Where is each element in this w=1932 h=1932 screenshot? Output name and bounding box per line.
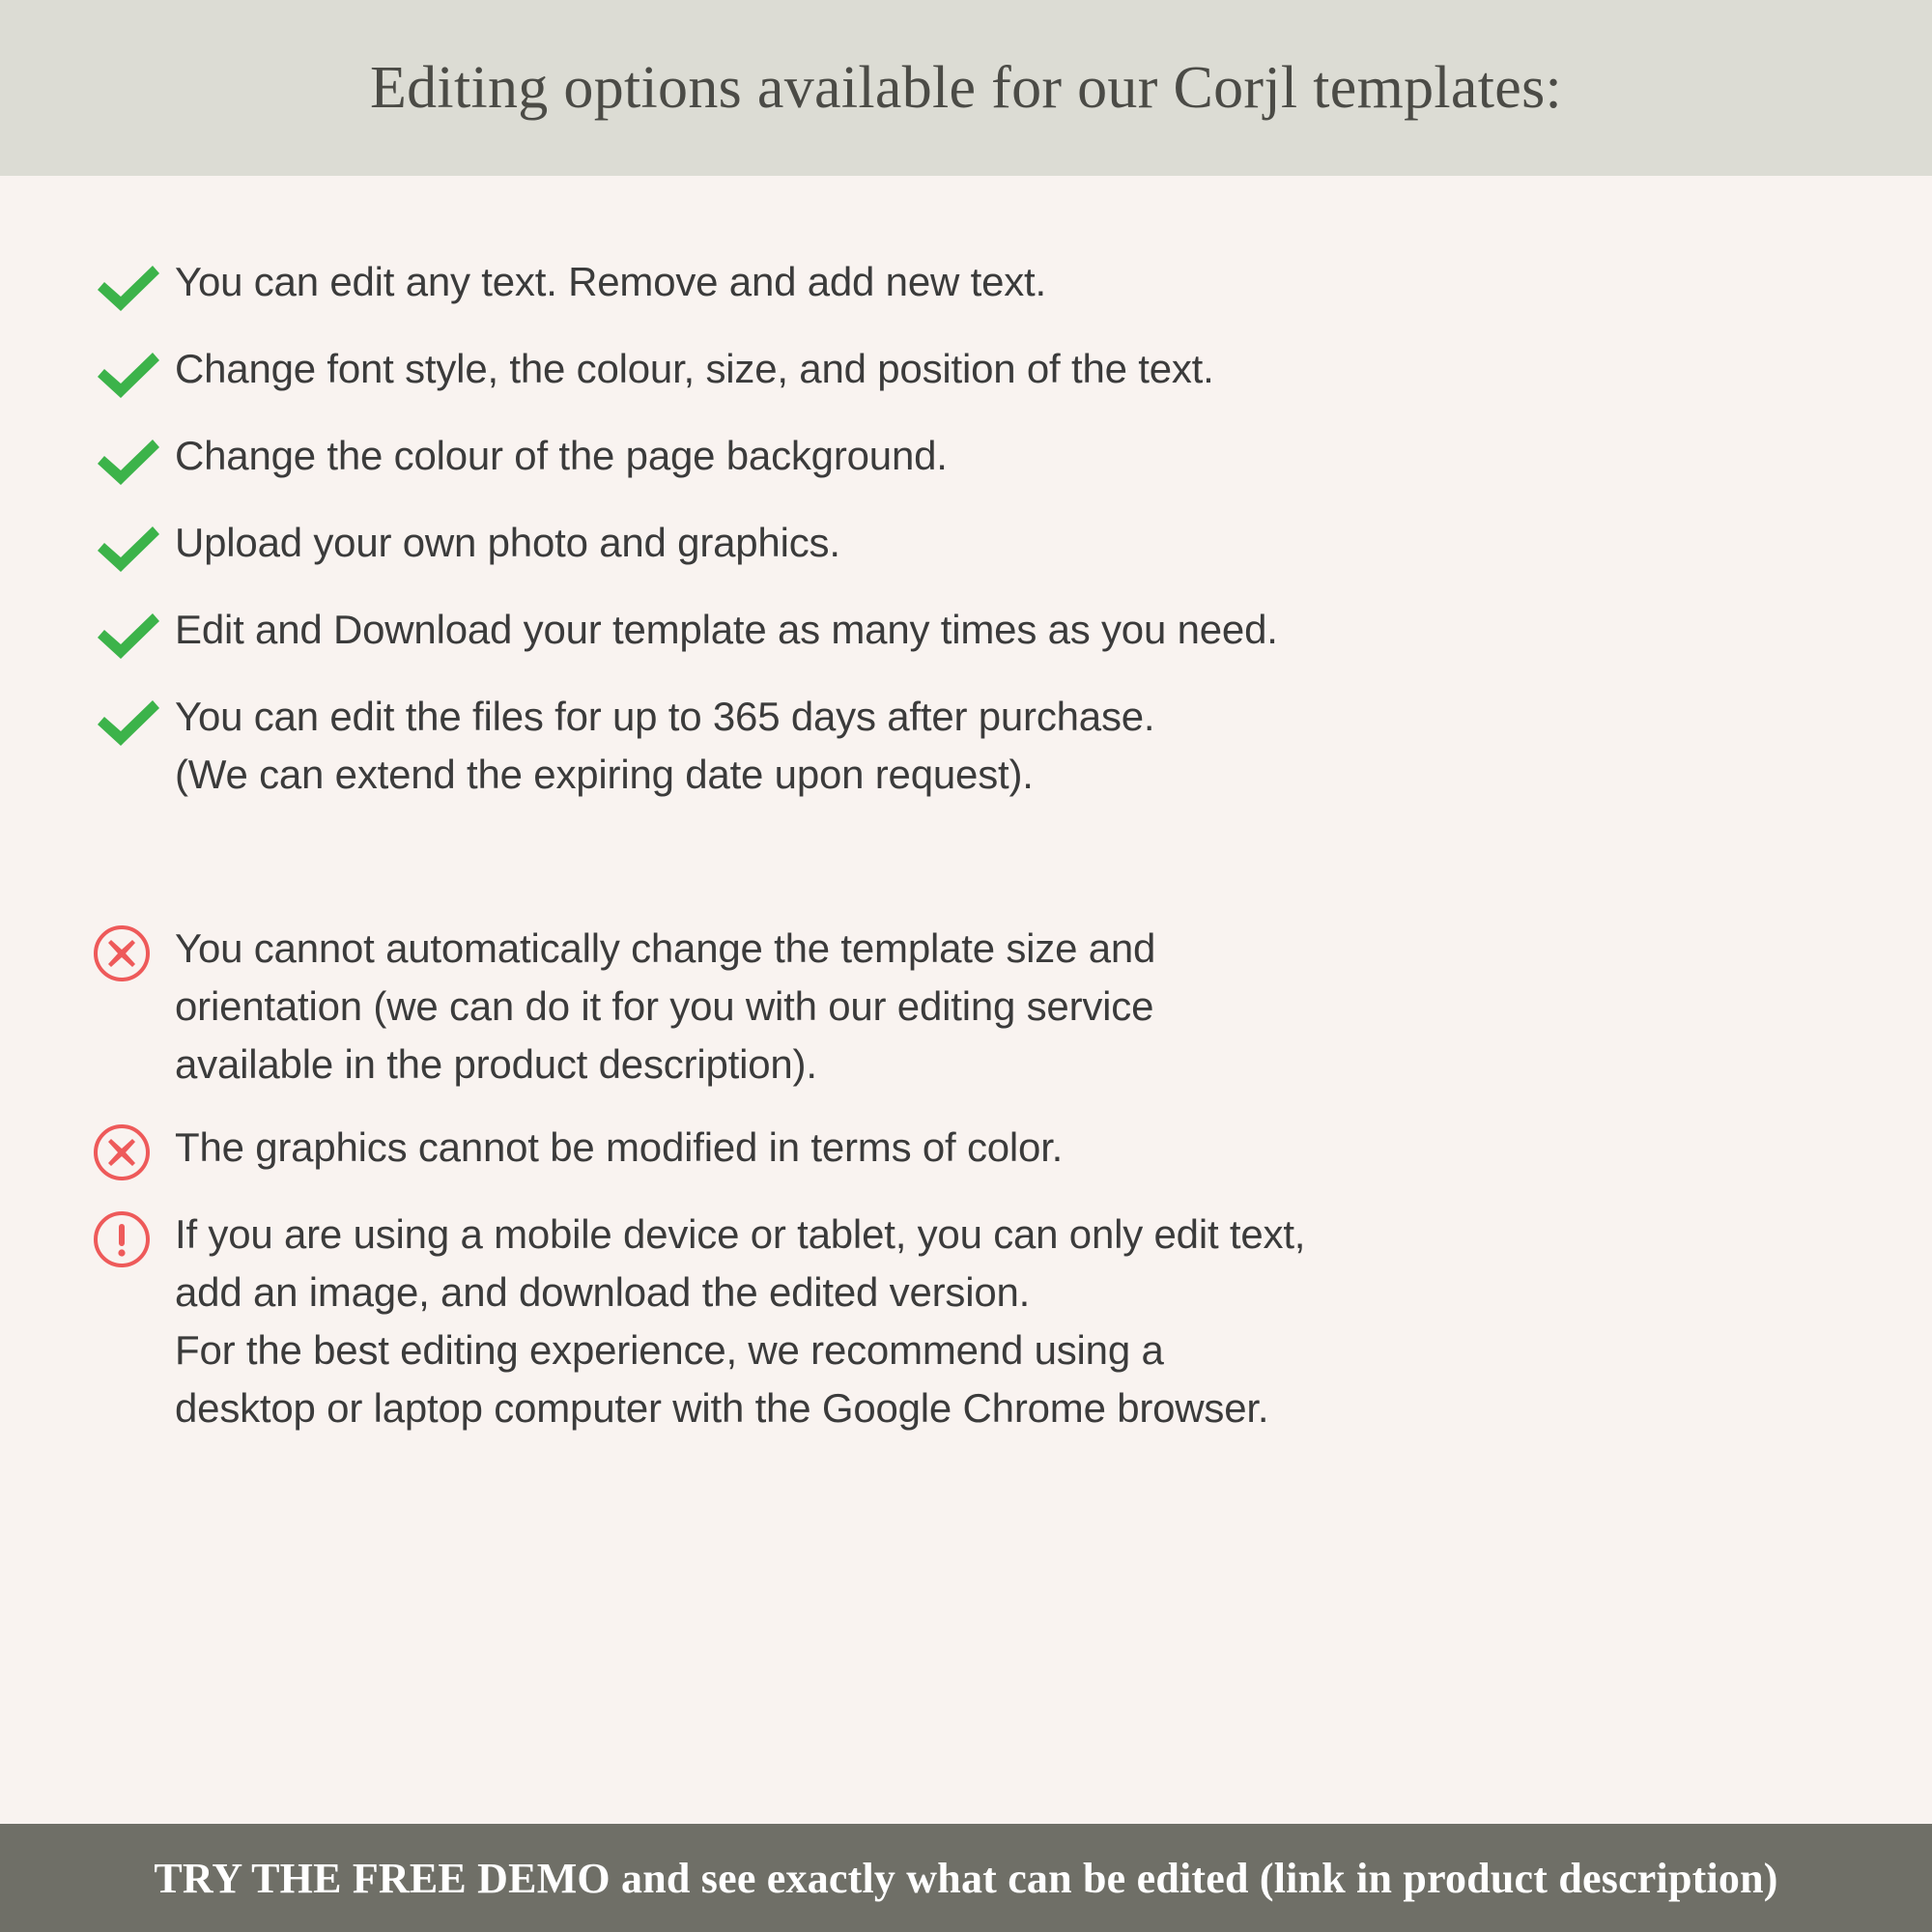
check-icon: [92, 601, 169, 663]
cross-circle-icon: [92, 920, 169, 981]
exclamation-circle-icon: [92, 1206, 169, 1267]
check-icon: [92, 688, 169, 750]
list-item-text: You can edit the files for up to 365 days after purchase. (We can extend the expiring date upon request).: [175, 694, 1155, 797]
footer-cta-text: TRY THE FREE DEMO and see exactly what can be edited (link in product description): [154, 1854, 1778, 1902]
list-item-text: Upload your own photo and graphics.: [175, 520, 840, 565]
list-item-text: Change the colour of the page background.: [175, 433, 948, 478]
editing-options-list: [0, 253, 1932, 1437]
check-icon: [92, 340, 169, 402]
list-item: [0, 1206, 1932, 1437]
list-item-text: Change font style, the colour, size, and position of the text.: [175, 346, 1214, 391]
list-item: [0, 253, 1932, 315]
content-area: [0, 176, 1932, 1824]
list-item: [0, 514, 1932, 576]
list-item-text: If you are using a mobile device or tablet, you can only edit text, add an image, and download the edited version. For the best editing experience, we recommend using a desktop or laptop computer with the Google Chrome browser.: [175, 1211, 1306, 1431]
cross-circle-icon: [92, 1119, 169, 1180]
list-item: [0, 688, 1932, 804]
list-item-text: You cannot automatically change the template size and orientation (we can do it for you with our editing service available in the product description).: [175, 925, 1156, 1087]
list-item: [0, 601, 1932, 663]
list-item: [0, 920, 1932, 1094]
list-item-text: The graphics cannot be modified in terms of color.: [175, 1124, 1064, 1170]
list-item: [0, 1119, 1932, 1180]
check-icon: [92, 253, 169, 315]
list-item-text: You can edit any text. Remove and add new text.: [175, 259, 1046, 304]
page-title: Editing options available for our Corjl templates:: [369, 54, 1563, 121]
header-band: [0, 0, 1932, 176]
footer-band: [0, 1824, 1932, 1932]
list-item: [0, 427, 1932, 489]
list-item: [0, 340, 1932, 402]
list-item-text: Edit and Download your template as many times as you need.: [175, 607, 1278, 652]
check-icon: [92, 427, 169, 489]
check-icon: [92, 514, 169, 576]
